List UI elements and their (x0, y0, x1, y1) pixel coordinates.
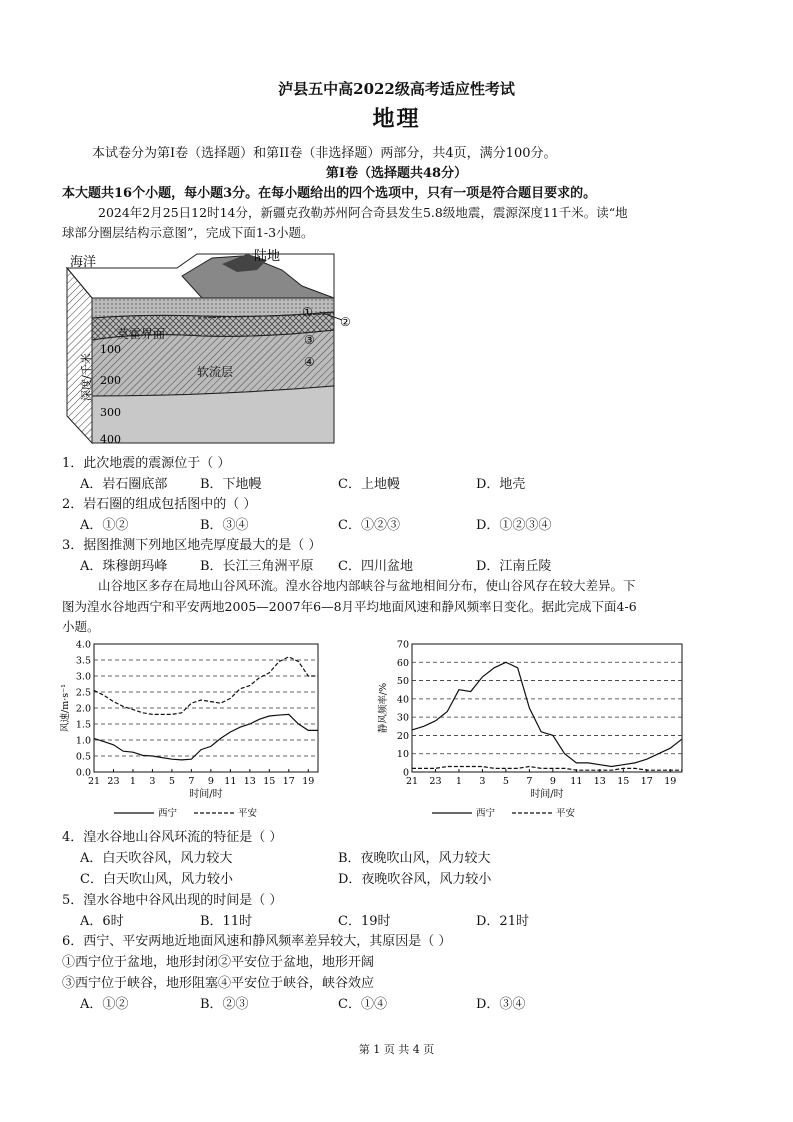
plot-frame (412, 644, 682, 772)
q3-option-d[interactable]: D．江南丘陵 (476, 559, 552, 574)
depth-tick-100: 100 (100, 343, 121, 356)
y-tick-label: 40 (396, 694, 409, 706)
y-tick-label: 20 (396, 730, 409, 742)
x-tick-label: 1 (129, 776, 136, 787)
q5-option-b[interactable]: B．11时 (200, 914, 253, 929)
legend-label: 平安 (556, 808, 576, 819)
q5-option-a[interactable]: A．6时 (80, 914, 124, 929)
y-axis-label: 风速/m·s⁻¹ (60, 684, 71, 732)
q4-option-d[interactable]: D．夜晚吹谷风，风力较小 (338, 872, 492, 887)
x-tick-label: 1 (455, 776, 462, 787)
calm-wind-frequency-chart (372, 636, 692, 822)
q4-option-b[interactable]: B．夜晚吹山风，风力较大 (338, 851, 491, 866)
q1-stem: 1．此次地震的震源位于（ ） (62, 456, 231, 471)
q5-option-d[interactable]: D．21时 (476, 914, 529, 929)
series-line-xining (412, 662, 682, 766)
x-tick-label: 9 (549, 776, 556, 787)
y-tick-label: 1.5 (75, 719, 91, 731)
y-tick-label: 10 (396, 749, 409, 761)
wind-speed-chart (58, 636, 338, 822)
legend-label: 西宁 (158, 808, 178, 819)
q6-stem: 6．西宁、平安两地近地面风速和静风频率差异较大，其原因是（ ） (62, 934, 452, 949)
passage2-line1: 山谷地区多存在局地山谷风环流。湟水谷地内部峡谷与盆地相间分布，使山谷风存在较大差异。下 (98, 578, 636, 593)
passage1-line1: 2024年2月25日12时14分，新疆克孜勒苏州阿合奇县发生5.8级地震，震源深度11千米。读“地 (98, 205, 628, 220)
q2-option-d[interactable]: D．①②③④ (476, 518, 552, 533)
x-tick-label: 21 (405, 776, 419, 787)
y-tick-label: 50 (396, 676, 409, 688)
x-tick-label: 23 (107, 776, 120, 787)
x-tick-label: 5 (168, 776, 175, 787)
x-axis-label: 时间/时 (530, 789, 564, 800)
q3-option-a[interactable]: A．珠穆朗玛峰 (80, 559, 168, 574)
q2-stem: 2．岩石圈的组成包括图中的（ ） (62, 497, 257, 512)
moho-label: 莫霍界面 (117, 327, 166, 341)
x-tick-label: 3 (149, 776, 156, 787)
y-tick-label: 2.0 (75, 703, 91, 715)
asthenosphere-label: 软流层 (197, 365, 234, 379)
y-tick-label: 2.5 (75, 687, 91, 699)
x-axis-label: 时间/时 (189, 789, 223, 800)
q2-option-c[interactable]: C．①②③ (338, 518, 400, 533)
x-tick-label: 23 (429, 776, 442, 787)
land-label: 陆地 (254, 249, 281, 264)
passage2-line3: 小题。 (62, 619, 100, 634)
y-tick-label: 60 (396, 657, 409, 669)
y-tick-label: 0 (402, 767, 409, 779)
x-tick-label: 21 (87, 776, 101, 787)
q6-option-b[interactable]: B．②③ (200, 997, 249, 1012)
q3-option-c[interactable]: C．四川盆地 (338, 559, 413, 574)
q1-option-b[interactable]: B．下地幔 (200, 477, 262, 492)
x-tick-label: 17 (640, 776, 653, 787)
exam-intro: 本试卷分为第I卷（选择题）和第II卷（非选择题）两部分，共4页，满分100分。 (92, 146, 557, 161)
x-tick-label: 17 (282, 776, 295, 787)
y-tick-label: 3.5 (75, 655, 91, 667)
mark-1: ① (302, 305, 313, 319)
y-tick-label: 0.5 (75, 751, 91, 763)
x-tick-label: 15 (617, 776, 630, 787)
y-tick-label: 4.0 (75, 639, 91, 651)
series-line-pingan (412, 767, 682, 771)
y-tick-label: 0.0 (75, 767, 91, 779)
x-tick-label: 3 (479, 776, 486, 787)
legend-label: 平安 (238, 808, 258, 819)
passage1-line2: 球部分圈层结构示意图”，完成下面1-3小题。 (62, 225, 314, 240)
q1-option-d[interactable]: D．地壳 (476, 477, 526, 492)
q6-option-d[interactable]: D．③④ (476, 997, 526, 1012)
q1-option-c[interactable]: C．上地幔 (338, 477, 400, 492)
mark-3: ③ (304, 333, 315, 347)
q2-option-b[interactable]: B．③④ (200, 518, 249, 533)
q3-stem: 3．据图推测下列地区地壳厚度最大的是（ ） (62, 538, 322, 553)
q6-statements-line1: ①西宁位于盆地，地形封闭②平安位于盆地，地形开阔 (62, 955, 375, 970)
y-axis-label: 静风频率/% (378, 682, 389, 734)
mark-2: ② (340, 315, 351, 329)
q4-stem: 4．湟水谷地山谷风环流的特征是（ ） (62, 830, 283, 845)
q1-option-a[interactable]: A．岩石圈底部 (80, 477, 168, 492)
x-tick-label: 9 (207, 776, 214, 787)
x-tick-label: 15 (263, 776, 276, 787)
y-tick-label: 30 (396, 712, 409, 724)
x-tick-label: 19 (302, 776, 315, 787)
y-tick-label: 70 (396, 639, 409, 651)
x-tick-label: 11 (570, 776, 583, 787)
ocean-label: 海洋 (70, 255, 97, 270)
series-line-pingan (94, 657, 318, 715)
passage2-line2: 图为湟水谷地西宁和平安两地2005—2007年6—8月平均地面风速和静风频率日变化。据此完成下面4-6 (62, 599, 637, 614)
x-tick-label: 11 (224, 776, 237, 787)
x-tick-label: 13 (593, 776, 606, 787)
y-tick-label: 1.0 (75, 735, 91, 747)
subject-title: 地理 (372, 106, 421, 132)
q6-option-a[interactable]: A．①② (80, 997, 129, 1012)
q2-option-a[interactable]: A．①② (80, 518, 129, 533)
depth-tick-200: 200 (100, 374, 121, 387)
q5-option-c[interactable]: C．19时 (338, 914, 391, 929)
x-tick-label: 7 (526, 776, 533, 787)
x-tick-label: 19 (664, 776, 677, 787)
y-tick-label: 3.0 (75, 671, 91, 683)
series-line-xining (94, 714, 318, 759)
depth-axis-label: 深度/千米 (80, 353, 93, 401)
part1-title: 第I卷（选择题共48分） (325, 166, 468, 181)
q6-statements-line2: ③西宁位于峡谷，地形阻塞④平安位于峡谷，峡谷效应 (62, 976, 375, 991)
legend-label: 西宁 (476, 808, 496, 819)
x-tick-label: 7 (188, 776, 195, 787)
mark-4: ④ (304, 355, 315, 369)
page-footer: 第 1 页 共 4 页 (358, 1043, 435, 1056)
q5-stem: 5．湟水谷地中谷风出现的时间是（ ） (62, 893, 283, 908)
instruction: 本大题共16个小题，每小题3分。在每小题给出的四个选项中，只有一项是符合题目要求的。 (62, 186, 597, 201)
earth-layers-diagram (62, 246, 362, 446)
depth-tick-400: 400 (100, 433, 121, 446)
q3-option-b[interactable]: B．长江三角洲平原 (200, 559, 314, 574)
x-tick-label: 13 (243, 776, 256, 787)
depth-tick-300: 300 (100, 406, 121, 419)
exam-title: 泸县五中高2022级高考适应性考试 (278, 80, 515, 98)
q6-option-c[interactable]: C．①④ (338, 997, 387, 1012)
x-tick-label: 5 (502, 776, 509, 787)
q4-option-a[interactable]: A．白天吹谷风，风力较大 (80, 851, 233, 866)
q4-option-c[interactable]: C．白天吹山风，风力较小 (80, 872, 233, 887)
